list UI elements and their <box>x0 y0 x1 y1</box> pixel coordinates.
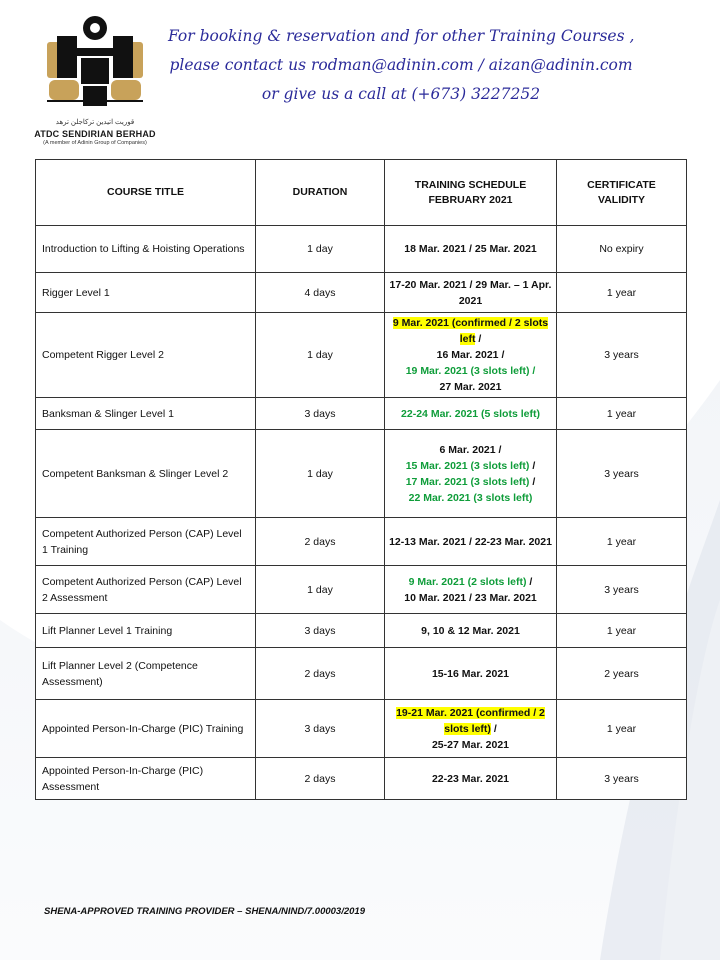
validity-cell: 1 year <box>557 518 687 566</box>
course-title-cell: Appointed Person-In-Charge (PIC) Assessment <box>36 758 256 800</box>
schedule-segment: 19 Mar. 2021 (3 slots left) / <box>405 365 536 377</box>
schedule-cell <box>385 398 557 430</box>
table-row <box>36 273 687 313</box>
duration-cell: 2 days <box>256 518 385 566</box>
header-training-schedule: TRAINING SCHEDULE FEBRUARY 2021 <box>385 160 557 226</box>
duration-cell: 2 days <box>256 758 385 800</box>
header-duration: DURATION <box>256 160 385 226</box>
schedule-segment: / <box>526 575 533 588</box>
header-certificate-validity: CERTIFICATE VALIDITY <box>557 160 687 226</box>
validity-cell: 3 years <box>557 430 687 518</box>
validity-cell: No expiry <box>557 226 687 273</box>
schedule-segment: 27 Mar. 2021 <box>439 381 502 393</box>
schedule-segment: 15-16 Mar. 2021 <box>431 667 510 680</box>
table-row <box>36 518 687 566</box>
contact-info <box>168 22 634 109</box>
schedule-segment: 17 Mar. 2021 (3 slots left) <box>405 475 530 488</box>
validity-cell: 1 year <box>557 273 687 313</box>
schedule-segment: 17-20 Mar. 2021 / 29 Mar. – 1 Apr. 2021 <box>389 278 552 307</box>
duration-cell: 3 days <box>256 614 385 648</box>
schedule-segment: 16 Mar. 2021 / <box>436 349 505 361</box>
schedule-cell <box>385 518 557 566</box>
table-row <box>36 648 687 700</box>
course-title-cell: Lift Planner Level 1 Training <box>36 614 256 648</box>
table-row <box>36 430 687 518</box>
course-title-cell: Competent Authorized Person (CAP) Level 2 Assessment <box>36 566 256 614</box>
schedule-segment: 9 Mar. 2021 (confirmed / 2 slots left <box>392 317 549 345</box>
schedule-segment: 25-27 Mar. 2021 <box>431 738 510 751</box>
course-schedule-table <box>35 159 687 800</box>
schedule-segment: 9, 10 & 12 Mar. 2021 <box>421 624 520 637</box>
schedule-cell <box>385 758 557 800</box>
schedule-cell <box>385 430 557 518</box>
contact-line-2: please contact us rodman@adinin.com / aizan@adinin.com <box>169 56 633 74</box>
duration-cell: 3 days <box>256 398 385 430</box>
table-row <box>36 566 687 614</box>
schedule-segment: 6 Mar. 2021 / <box>439 443 502 456</box>
logo-emblem-icon <box>43 14 147 118</box>
course-title-cell: Appointed Person-In-Charge (PIC) Training <box>36 700 256 758</box>
duration-cell: 2 days <box>256 648 385 700</box>
schedule-segment: / <box>529 459 536 472</box>
schedule-cell <box>385 313 557 398</box>
validity-cell: 2 years <box>557 648 687 700</box>
contact-line-1: For booking & reservation and for other Training Courses , <box>168 27 635 45</box>
schedule-segment: 22-23 Mar. 2021 <box>431 772 510 785</box>
table-row <box>36 758 687 800</box>
logo-subtitle: (A member of Adinin Group of Companies) <box>43 140 147 146</box>
schedule-segment: 19-21 Mar. 2021 (confirmed / 2 slots left) <box>396 706 545 735</box>
table-row <box>36 398 687 430</box>
duration-cell: 1 day <box>256 566 385 614</box>
duration-cell: 1 day <box>256 226 385 273</box>
table-header-row <box>36 160 687 226</box>
schedule-cell <box>385 700 557 758</box>
schedule-cell <box>385 226 557 273</box>
validity-cell: 3 years <box>557 758 687 800</box>
schedule-segment: 9 Mar. 2021 (2 slots left) <box>408 575 527 588</box>
schedule-segment: 12-13 Mar. 2021 / 22-23 Mar. 2021 <box>389 535 552 548</box>
contact-line-3: or give us a call at (+673) 3227252 <box>261 85 541 103</box>
schedule-segment: / <box>529 475 536 488</box>
logo-script-text: قوريت اتيدين ترکاجلن ترهد <box>55 119 135 126</box>
schedule-cell <box>385 273 557 313</box>
schedule-segment: / <box>490 722 497 735</box>
validity-cell: 3 years <box>557 313 687 398</box>
validity-cell: 1 year <box>557 398 687 430</box>
schedule-cell <box>385 614 557 648</box>
schedule-segment: 22 Mar. 2021 (3 slots left) <box>408 491 533 504</box>
course-title-cell: Banksman & Slinger Level 1 <box>36 398 256 430</box>
course-title-cell: Competent Rigger Level 2 <box>36 313 256 398</box>
duration-cell: 1 day <box>256 430 385 518</box>
company-logo <box>32 14 158 146</box>
duration-cell: 3 days <box>256 700 385 758</box>
schedule-cell <box>385 566 557 614</box>
course-title-cell: Introduction to Lifting & Hoisting Operations <box>36 226 256 273</box>
duration-cell: 1 day <box>256 313 385 398</box>
course-title-cell: Competent Authorized Person (CAP) Level 1 Training <box>36 518 256 566</box>
course-title-cell: Lift Planner Level 2 (Competence Assessment) <box>36 648 256 700</box>
course-title-cell: Rigger Level 1 <box>36 273 256 313</box>
header-course-title: COURSE TITLE <box>36 160 256 226</box>
schedule-segment: 15 Mar. 2021 (3 slots left) <box>405 459 530 472</box>
validity-cell: 1 year <box>557 614 687 648</box>
table-row <box>36 313 687 398</box>
schedule-segment: / <box>475 333 482 345</box>
schedule-cell <box>385 648 557 700</box>
schedule-segment: 22-24 Mar. 2021 (5 slots left) <box>401 407 540 420</box>
course-title-cell: Competent Banksman & Slinger Level 2 <box>36 430 256 518</box>
schedule-segment: 10 Mar. 2021 / 23 Mar. 2021 <box>404 591 537 604</box>
table-row <box>36 226 687 273</box>
logo-company-name: ATDC SENDIRIAN BERHAD <box>34 129 156 139</box>
table-row <box>36 700 687 758</box>
validity-cell: 3 years <box>557 566 687 614</box>
table-body <box>36 226 687 800</box>
table-row <box>36 614 687 648</box>
schedule-segment: 18 Mar. 2021 / 25 Mar. 2021 <box>404 243 537 255</box>
footer-accreditation: SHENA-APPROVED TRAINING PROVIDER – SHENA/NIND/7.00003/2019 <box>44 906 365 917</box>
duration-cell: 4 days <box>256 273 385 313</box>
validity-cell: 1 year <box>557 700 687 758</box>
